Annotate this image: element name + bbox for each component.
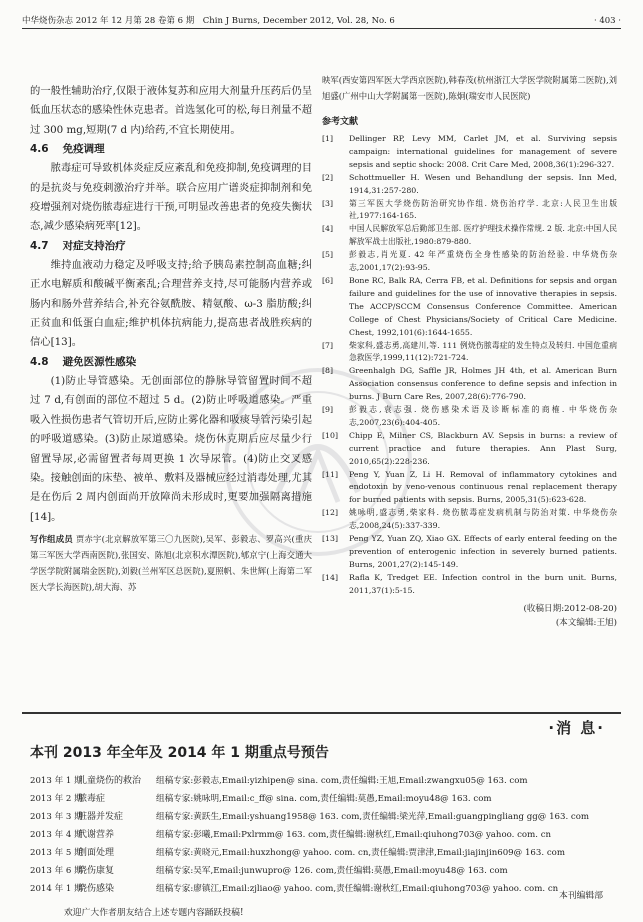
reference-index: [14] (322, 572, 339, 582)
writing-group-continued: 映军(西安第四军医大学西京医院),韩春茂(杭州浙江大学医学院附属第二医院),刘旭盛(广州中山大学附属第一医院),陈炯(瑞安市人民医院) (322, 75, 617, 101)
reference-text: Schottmueller H. Wesen und Behandlung der sepsis. Inn Med, 1914,31:257-280. (349, 172, 617, 195)
notice-issue: 2013 年 4 期 (30, 830, 83, 840)
article-editor: (本文编辑:王旭) (555, 617, 617, 628)
journal-citation: 中华烧伤杂志 2012 年 12 月第 28 卷第 6 期 Chin J Burns, December 2012, Vol. 28, No. 6 (22, 16, 395, 26)
reference-list (322, 133, 617, 598)
reference-index: [12] (322, 508, 339, 518)
notice-topic: 创面处理 (78, 848, 115, 858)
page-number: · 403 · (593, 16, 621, 26)
reference-item (322, 404, 617, 430)
received-date: (收稿日期:2012-08-20) (523, 603, 617, 614)
reference-index: [10] (322, 430, 339, 440)
section-body: (1)防止导管感染。无创面部位的静脉导管留置时间不超过 7 d,有创面的部位不超过 5 d。(2)防止呼吸道感染。严重吸入性损伤患者气管切开后,应防止雾化器和吸痰导管污染引起的呼吸道感染。(3)防止尿道感染。烧伤休克期后应尽量少行留置导尿,必需留置者每周更换 1 次导尿管。(4)防止交叉感染。接触创面的床垫、被单、敷料及器械应经过消毒处理,尤其是在伤后 2 周内创面尚开放障尚未形成时,更要加强隔离措施[14]。 (30, 374, 312, 523)
reference-item (322, 133, 617, 172)
left-column (30, 82, 312, 595)
reference-index: [2] (322, 172, 334, 182)
notice-details: 组稿专家:彭曦,Email:Pxlrmm@ 163. com,责任编辑:谢秋红,Email:qiuhong703@ yahoo. com. cn (156, 830, 552, 840)
notice-topic: 脏器并发症 (78, 812, 124, 822)
notice-details: 组稿专家:吴军,Email:junwupro@ 126. com,责任编辑:莫愚,Email:moyu48@ 163. com (156, 866, 508, 876)
intro-paragraph: 的一般性辅助治疗,仅限于液体复苏和应用大剂量升压药后仍呈低血压状态的感染性休克患者。首选氢化可的松,每日剂量不超过 300 mg,短期(7 d 内)给药,不宜长期使用。 (30, 85, 312, 136)
writing-group-label: 写作组成员 (30, 534, 73, 545)
reference-item (322, 430, 617, 469)
reference-text: 柴家科,盛志勇,高建川,等. 111 例烧伤脓毒症的发生特点及转归. 中国危重病急救医学,1999,11(12):721-724. (349, 340, 617, 363)
section-divider (22, 712, 621, 714)
reference-text: Peng YZ, Yuan ZQ, Xiao GX. Effects of early enteral feeding on the prevention of enterogenic infection in severely burned patients. Burns, 2001,27(2):145-149. (349, 534, 617, 569)
right-column (322, 72, 617, 630)
notice-item (30, 880, 620, 898)
reference-text: 中国人民解放军总后勤部卫生部. 医疗护理技术操作常规. 2 版. 北京:中国人民解放军战士出版社,1980:879-880. (349, 224, 617, 247)
reference-item (322, 340, 617, 366)
reference-item (322, 507, 617, 533)
reference-index: [13] (322, 534, 339, 544)
reference-item (322, 365, 617, 404)
notice-issue: 2014 年 1 期 (30, 884, 83, 894)
notice-topic: 脓毒症 (78, 794, 106, 804)
notice-item (30, 844, 620, 862)
notice-tag: ·消 息· (548, 719, 605, 737)
reference-item (322, 172, 617, 198)
reference-index: [6] (322, 275, 334, 285)
reference-index: [3] (322, 198, 334, 208)
reference-text: 第三军医大学烧伤防治研究协作组. 烧伤治疗学. 北京:人民卫生出版社,1977:164-165. (349, 198, 617, 221)
welcome-message: 欢迎广大作者朋友结合上述专题内容踊跃投稿! (64, 908, 244, 918)
section-heading: 4.7 对症支持治疗 (30, 239, 126, 252)
notice-details: 组稿专家:彭毅志,Email:yizhipen@ sina. com,责任编辑:王旭,Email:zwangxu05@ 163. com (156, 776, 528, 786)
notice-title: 本刊 2013 年全年及 2014 年 1 期重点号预告 (30, 745, 329, 761)
notice-details: 组稿专家:黄跃生,Email:yshuang1958@ 163. com,责任编辑:梁光萍,Email:guangpingliang gg@ 163. com (156, 812, 590, 822)
section-body: 脓毒症可导致机体炎症反应紊乱和免疫抑制,免疫调理的目的是抗炎与免疫刺激治疗并举。联合应用广谱炎症抑制剂和免疫增强剂对烧伤脓毒症进行干预,可明显改善患者的免疫失衡状态,减少感染病死率[12]。 (30, 162, 312, 233)
notice-item (30, 790, 620, 808)
reference-item (322, 572, 617, 598)
reference-index: [11] (322, 469, 339, 479)
notice-issue: 2013 年 2 期 (30, 794, 83, 804)
writing-group (30, 531, 312, 595)
notice-item (30, 862, 620, 880)
reference-text: Dellinger RP, Levy MM, Carlet JM, et al. Surviving sepsis campaign: international guidelines for management of severe sepsis and septic shock: 2008. Crit Care Med, 2008,36(1):296-327. (349, 134, 617, 169)
editorial-signature: 本刊编辑部 (559, 891, 603, 901)
reference-index: [7] (322, 340, 334, 350)
section-heading: 4.8 避免医源性感染 (30, 355, 137, 368)
notice-topic: 烧伤康复 (78, 866, 115, 876)
reference-text: Greenhalgh DG, Saffle JR, Holmes JH 4th, et al. American Burn Association consensus conference to define sepsis and infection in burns. J Burn Care Res, 2007,28(6):776-790. (349, 366, 617, 402)
notice-issue: 2013 年 3 期 (30, 812, 83, 822)
references-heading: 参考文献 (322, 117, 359, 127)
notice-topic: 代谢营养 (78, 830, 115, 840)
notice-topic: 儿童烧伤的救治 (78, 776, 142, 786)
reference-text: 彭毅志,袁志强. 烧伤感染术语及诊断标准的商榷. 中华烧伤杂志,2007,23(6):404-405. (349, 405, 617, 427)
notice-topic: 烧伤感染 (78, 884, 115, 894)
notice-issue: 2013 年 6 期 (30, 866, 83, 876)
notice-details: 组稿专家:黄晓元,Email:huxzhong@ yahoo. com. cn,责任编辑:贾津津,Email:jiajinjin609@ 163. com (156, 848, 565, 858)
reference-index: [1] (322, 134, 334, 143)
notice-item (30, 808, 620, 826)
reference-item (322, 533, 617, 572)
writing-group-members: 贾赤宇(北京解放军第三〇九医院),吴军、彭毅志、罗高兴(重庆第三军医大学西南医院),张国安、陈旭(北京积水潭医院),郇京宁(上海交通大学医学院附属瑞金医院),刘毅(兰州军区总医院),夏照帆、朱世辉(上海第二军医大学长海医院),胡大海、苏 (30, 534, 312, 593)
notice-item (30, 772, 620, 790)
reference-text: Rafla K, Tredget EE. Infection control in the burn unit. Burns, 2011,37(1):5-15. (349, 572, 617, 595)
reference-item (322, 469, 617, 508)
notice-issue: 2013 年 1 期 (30, 776, 83, 786)
reference-text: Peng Y, Yuan Z, Li H. Removal of inflammatory cytokines and endotoxin by veno-venous continuous renal replacement therapy for burned patients with sepsis. Burns, 2005,31(5):623-628. (349, 469, 617, 505)
reference-text: 彭毅志,肖光夏. 42 年严重烧伤全身性感染的防治经验. 中华烧伤杂志,2001,17(2):93-95. (349, 250, 617, 273)
section-heading: 4.6 免疫调理 (30, 143, 105, 156)
notice-item (30, 826, 620, 844)
reference-index: [9] (322, 405, 334, 415)
reference-index: [8] (322, 366, 334, 376)
reference-item (322, 198, 617, 224)
reference-item (322, 223, 617, 249)
reference-item (322, 275, 617, 340)
notice-details: 组稿专家:廖镇江,Email:zjliao@ yahoo. com,责任编辑:谢秋红,Email:qiuhong703@ yahoo. com. cn (156, 884, 559, 894)
reference-index: [5] (322, 250, 334, 260)
reference-index: [4] (322, 224, 334, 234)
reference-text: 姚咏明,盛志勇,柴家科. 烧伤脓毒症发病机制与防治对策. 中华烧伤杂志,2008,24(5):337-339. (349, 508, 617, 531)
reference-text: Chipp E, Milner CS, Blackburn AV. Sepsis in burns: a review of current practice and future therapies. Ann Plast Surg, 2010,65(2):228-236. (349, 430, 617, 466)
running-header (22, 14, 621, 29)
notice-issue: 2013 年 5 期 (30, 848, 83, 858)
reference-item (322, 249, 617, 275)
reference-text: Bone RC, Balk RA, Cerra FB, et al. Definitions for sepsis and organ failure and guidelines for the use of innovative therapies in sepsis. The ACCP/SCCM Consensus Conference Committee. American College of Chest Physicians/Society of Critical Care Medicine. Chest, 1992,101(6):1644-1655. (349, 275, 617, 337)
section-body: 维持血液动力稳定及呼吸支持;给予胰岛素控制高血糖;纠正水电解质和酸碱平衡紊乱;合理营养支持,尽可能肠内营养或肠内和肠外营养结合,补充谷氨酰胺、精氨酸、ω-3 脂肪酸;纠正贫血和低蛋白血症;维护机体抗病能力,提高患者战胜疾病的信心[13]。 (30, 258, 312, 349)
notice-details: 组稿专家:姚咏明,Email:c_ff@ sina. com,责任编辑:莫愚,Email:moyu48@ 163. com (156, 794, 492, 804)
notice-list (30, 772, 620, 898)
